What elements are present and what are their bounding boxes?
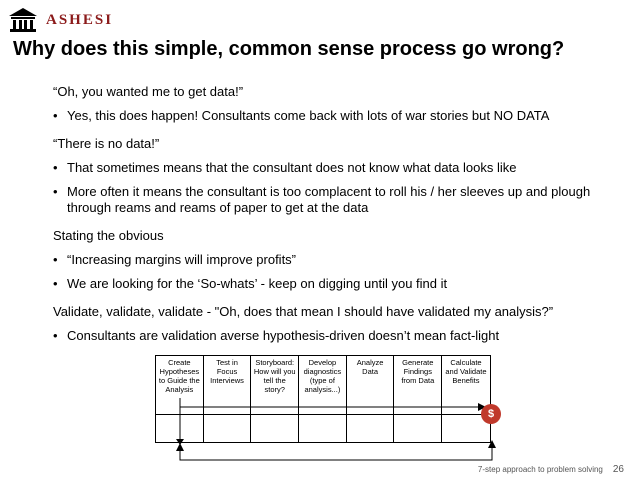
slide-title: Why does this simple, common sense process go wrong?	[13, 38, 565, 60]
result-dollar-badge: $	[481, 404, 501, 424]
block-heading: “There is no data!”	[53, 136, 160, 151]
block-heading: Stating the obvious	[53, 228, 164, 243]
page-number: 26	[612, 464, 624, 475]
step-label: Calculate and Validate Benefits	[445, 358, 487, 385]
footer-caption: 7-step approach to problem solving	[477, 465, 603, 474]
bullet-item: • Consultants are validation averse hypothesis-driven doesn’t mean fact-light	[53, 328, 613, 344]
step-label: Generate Findings from Data	[401, 358, 435, 385]
brand-name: ASHESI	[46, 11, 114, 28]
bullet-item: • That sometimes means that the consultant does not know what data looks like	[53, 160, 613, 176]
slide-footer	[478, 464, 624, 475]
bullet-item: • We are looking for the ‘So-whats’ - keep on digging until you find it	[53, 276, 613, 292]
bullet-item: • More often it means the consultant is too complacent to roll his / her sleeves up and plough through reams and reams of paper to get at the data	[53, 184, 613, 216]
step-label: Storyboard: How will you tell the story?	[253, 358, 296, 394]
step-label: Test in Focus Interviews	[210, 358, 244, 385]
bullet-item: • Yes, this does happen! Consultants come back with lots of war stories but NO DATA	[53, 108, 613, 124]
bullet-item: • “Increasing margins will improve profits”	[53, 252, 613, 268]
step-label: Develop diagnostics (type of analysis...)	[303, 358, 342, 394]
step-label: Analyze Data	[356, 358, 384, 376]
block-heading: “Oh, you wanted me to get data!”	[53, 84, 244, 99]
step-label: Create Hypotheses to Guide the Analysis	[158, 358, 200, 394]
block-heading: Validate, validate, validate - "Oh, does that mean I should have validated my analysis?”	[53, 304, 554, 319]
